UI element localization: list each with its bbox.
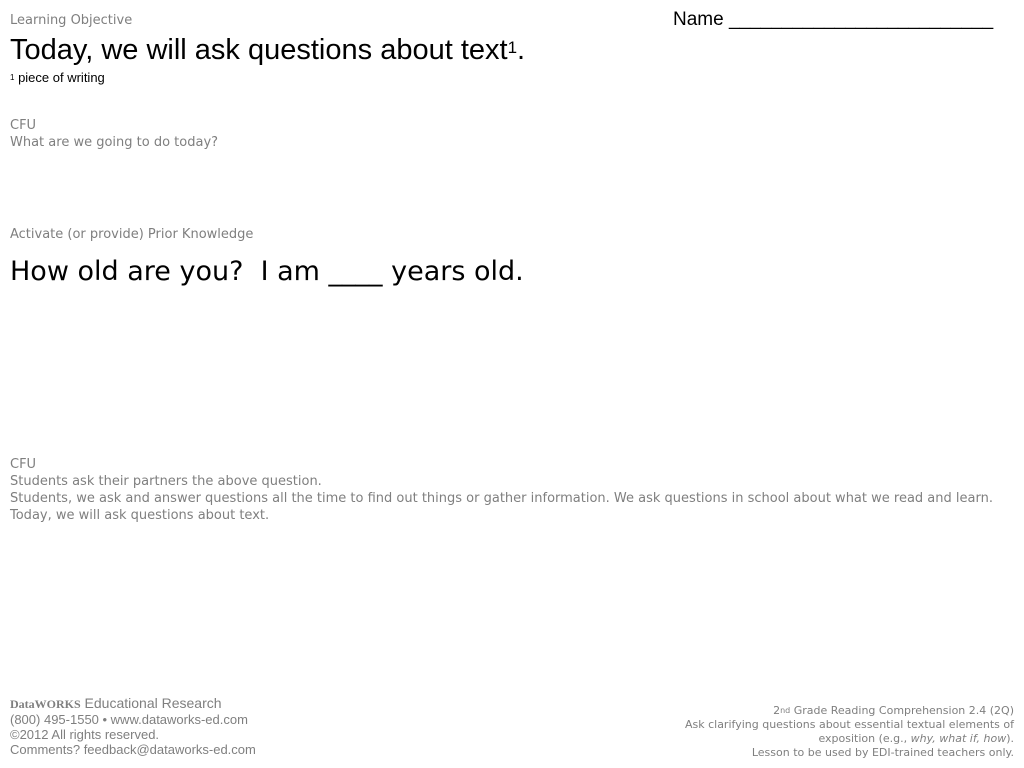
grade-standard-text: Grade Reading Comprehension 2.4 (2Q) [790,704,1014,717]
feedback-contact: Comments? feedback@dataworks-ed.com [10,742,256,757]
footer-lesson-info [614,704,1014,760]
objective-text: Today, we will ask questions about text [10,34,508,66]
edi-note: Lesson to be used by EDI-trained teachers only. [751,746,1014,759]
learning-objective-label: Learning Objective [10,13,133,28]
grade-standard [614,704,1014,718]
objective-footnote-mark: 1 [507,38,518,57]
standard-examples-suffix: ). [1006,732,1014,745]
grade-number: 2 [773,704,781,717]
cfu-section-2 [10,456,1010,524]
publisher-logo [10,696,256,712]
footnote-mark: 1 [10,73,15,82]
grade-suffix: nd [780,706,791,715]
standard-examples-prefix: exposition (e.g., [818,732,911,745]
cfu-title: CFU [10,118,37,133]
footer-publisher-info [10,696,256,757]
standard-description-line1: Ask clarifying questions about essential textual elements of [684,718,1014,731]
cfu-explanation: Students, we ask and answer questions all the time to find out things or gather information. We ask questions in school about what we read and learn. Today, we will ask questions about text. [10,491,993,523]
prior-knowledge-question: How old are you? I am ____ years old. [10,256,524,287]
objective-title [10,32,525,68]
objective-end: . [517,34,526,66]
cfu-instruction: Students ask their partners the above question. [10,474,322,489]
brand-name-bold: DataWORKS [10,697,81,711]
copyright: ©2012 All rights reserved. [10,727,160,742]
name-field[interactable]: Name _________________________ [673,9,994,30]
cfu-title: CFU [10,457,37,472]
footnote-text: piece of writing [14,70,105,85]
publisher-contact: (800) 495-1550 • www.dataworks-ed.com [10,712,248,727]
objective-footnote [10,70,105,86]
brand-name-rest: Educational Research [80,695,222,711]
standard-description-line2 [614,732,1014,746]
prior-knowledge-label: Activate (or provide) Prior Knowledge [10,227,254,242]
cfu-section-1 [10,117,218,151]
cfu-question: What are we going to do today? [10,135,219,150]
standard-examples: why, what if, how [910,732,1007,745]
